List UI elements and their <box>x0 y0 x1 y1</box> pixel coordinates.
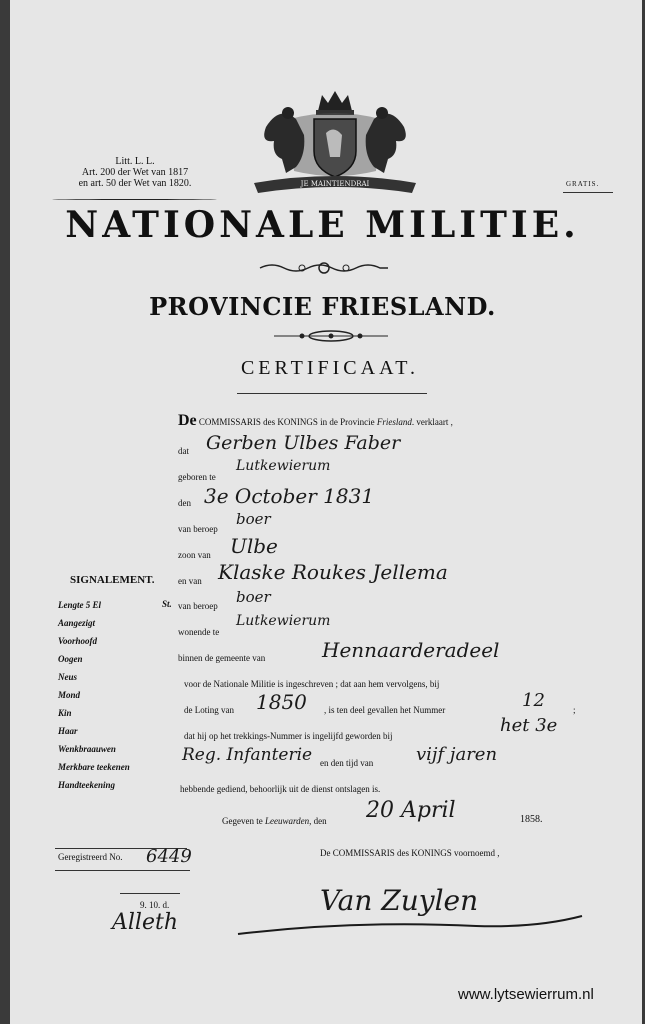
law-divider <box>52 199 217 200</box>
born-label: geboren te <box>178 472 216 482</box>
intro-line <box>178 412 453 430</box>
law-line-3: en art. 50 der Wet van 1820. <box>78 178 192 189</box>
served-text: hebbende gediend, behoorlijk uit de dienst ontslagen is. <box>180 784 381 794</box>
father-name: Ulbe <box>230 534 278 558</box>
certificate-heading: CERTIFICAAT. <box>240 357 420 379</box>
signalement-item: Oogen <box>58 654 83 664</box>
intro-province: Friesland <box>376 417 412 427</box>
draft-text: dat hij op het trekkings-Nummer is ingelijfd geworden bij <box>184 731 393 741</box>
intro-end: . verklaart , <box>411 417 453 427</box>
signalement-item: Merkbare teekenen <box>58 762 130 772</box>
intro-text: COMMISSARIS des KONINGS in de Provincie <box>198 417 375 427</box>
crest-motto: JE MAINTIENDRAI <box>300 180 370 188</box>
given-date: 20 April <box>366 798 456 823</box>
lottery-number: 12 <box>522 690 545 711</box>
commissioner-signature: Van Zuylen <box>320 884 479 917</box>
signalement-item: Neus <box>58 672 78 682</box>
given-year: 1858. <box>520 814 543 825</box>
municipality-label: binnen de gemeente van <box>178 653 266 663</box>
law-reference <box>55 156 215 189</box>
parents-occupation-value: boer <box>236 588 271 606</box>
son-label: zoon van <box>178 550 211 560</box>
occupation-label: van beroep <box>178 524 218 534</box>
coat-of-arms-icon <box>250 85 420 197</box>
registered-label: Geregistreerd No. <box>58 852 123 862</box>
given-line <box>222 816 327 826</box>
residing-label: wonende te <box>178 627 220 637</box>
given-den: , den <box>309 816 327 826</box>
reference-code: 9. 10. d. <box>140 900 170 910</box>
parents-occupation-label: van beroep <box>178 601 218 611</box>
lottery-mid: , is ten deel gevallen het Nummer <box>324 705 446 715</box>
signalement-item: Handteekening <box>58 780 116 790</box>
and-label: en van <box>178 576 202 586</box>
registered-number: 6449 <box>146 846 192 867</box>
law-line-1: Litt. L. L. <box>115 156 155 167</box>
municipality-value: Hennaarderadeel <box>322 638 500 662</box>
time-label: en den tijd van <box>320 758 374 768</box>
ornament-divider-icon <box>258 260 390 276</box>
signalement-st: St. <box>162 599 172 609</box>
signalement-list <box>58 596 130 794</box>
law-line-2: Art. 200 der Wet van 1817 <box>81 167 189 178</box>
signalement-item: Voorhoofd <box>58 636 98 646</box>
gratis-divider <box>563 192 613 193</box>
occupation-value: boer <box>236 510 271 528</box>
ref-rule <box>120 893 180 894</box>
signalement-item: Kin <box>58 708 72 718</box>
gratis-label: GRATIS. <box>566 180 600 188</box>
regiment-line-2: Reg. Infanterie <box>182 745 313 765</box>
signalement-item: Lengte 5 El <box>58 600 101 610</box>
regiment-line-1: het 3e <box>500 715 558 736</box>
commissioner-line: De COMMISSARIS des KONINGS voornoemd , <box>320 848 500 858</box>
signalement-item: Wenkbraauwen <box>58 744 116 754</box>
intro-drop-cap: De <box>178 412 197 429</box>
given-label: Gegeven te <box>222 816 263 826</box>
given-place: Leeuwarden <box>264 816 310 826</box>
time-value: vijf jaren <box>416 744 498 765</box>
province-heading: PROVINCIE FRIESLAND. <box>149 292 496 321</box>
residing-place: Lutkewierum <box>236 613 331 629</box>
registered-bottom-rule <box>55 870 190 871</box>
clerk-signature: Alleth <box>112 910 178 935</box>
birth-date: 3e October 1831 <box>204 484 375 508</box>
registered-text: voor de Nationale Militie is ingeschreven ; dat aan hem vervolgens, bij <box>184 679 440 689</box>
signalement-heading: SIGNALEMENT. <box>70 574 155 586</box>
signalement-item: Haar <box>58 726 78 736</box>
document-title: NATIONALE MILITIE. <box>65 204 580 246</box>
lottery-end: ; <box>573 705 576 715</box>
born-place: Lutkewierum <box>236 458 331 474</box>
lottery-year: 1850 <box>256 690 307 714</box>
mother-name: Klaske Roukes Jellema <box>218 560 448 584</box>
ornament-divider-icon <box>270 329 392 343</box>
website-watermark: www.lytsewierrum.nl <box>458 986 594 1003</box>
den-label: den <box>178 498 191 508</box>
signalement-item: Aangezigt <box>58 618 96 628</box>
signature-flourish-icon <box>236 912 586 938</box>
certificate-divider <box>237 393 427 394</box>
lottery-label: de Loting van <box>184 705 234 715</box>
person-name: Gerben Ulbes Faber <box>206 432 401 454</box>
signalement-item: Mond <box>58 690 81 700</box>
dat-label: dat <box>178 446 189 456</box>
